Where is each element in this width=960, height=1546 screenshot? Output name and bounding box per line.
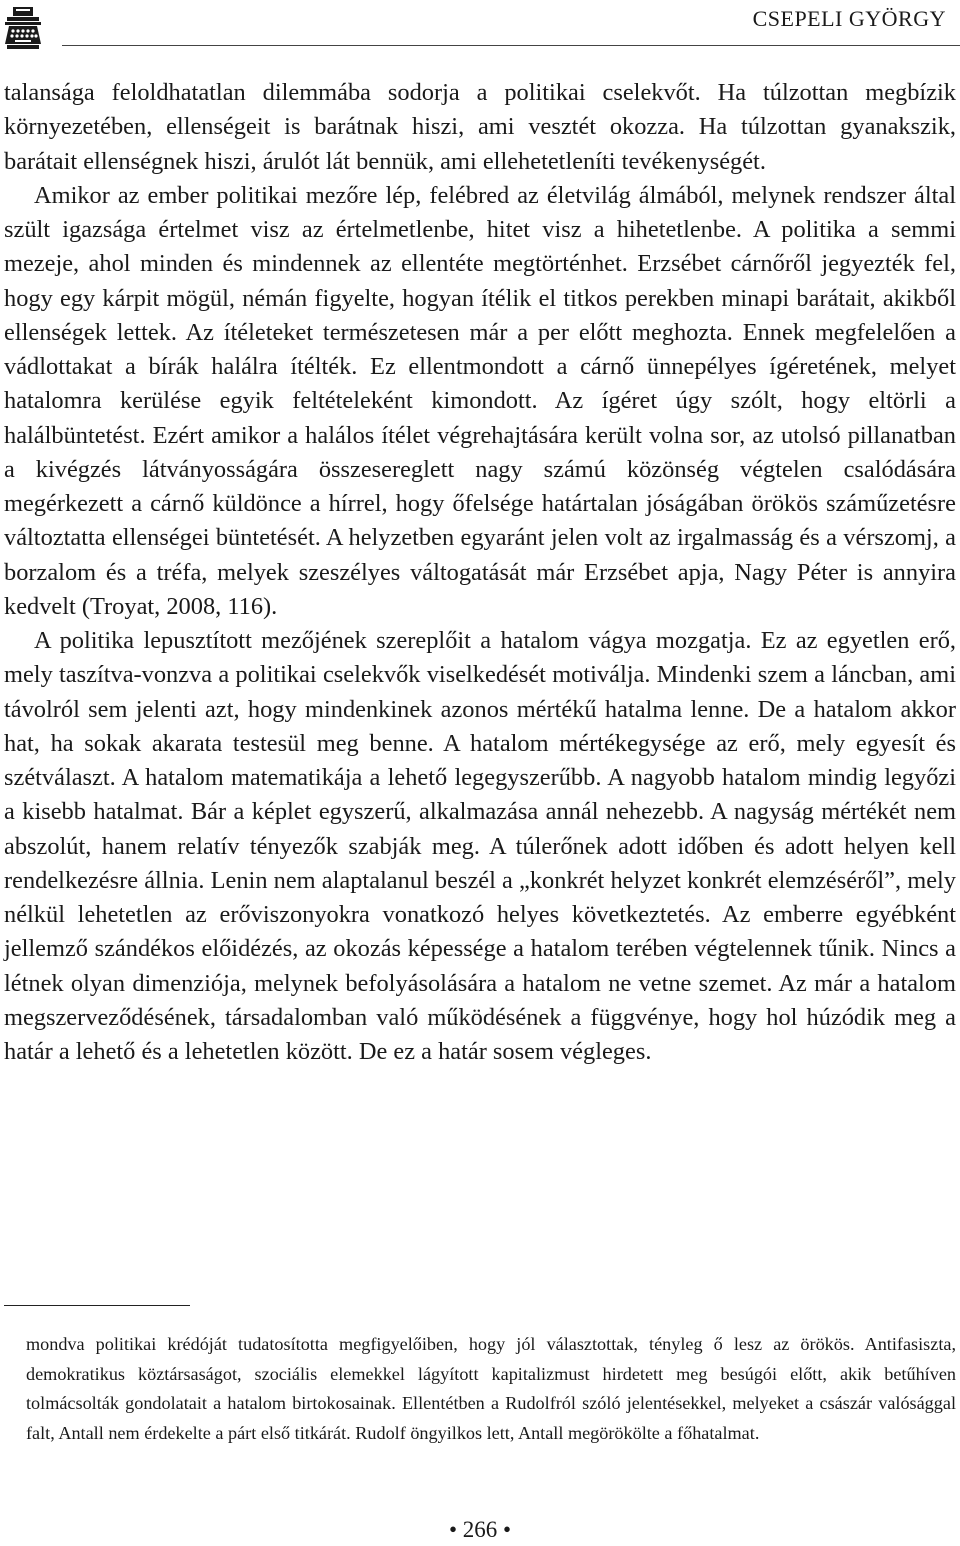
- body-text: [4, 76, 956, 1069]
- running-header: [0, 0, 960, 50]
- page-number: • 266 •: [448, 1517, 512, 1542]
- paragraph: Amikor az ember politikai mezőre lép, felébred az életvilág álmából, melynek rendszer által szült igazsága értelmet visz az értelmetlenbe, hitet visz a hihetetlenbe. A politika a semmi mezeje, ahol minden és mindennek az ellentéte megtörténhet. Erzsébet cárnőről jegyezték fel, hogy egy kárpit mögül, némán figyelte, hogyan ítélik el titkos perekben minapi barátait, akikből ellenségek lettek. Az ítéleteket természetesen már a per előtt meghozta. Ennek megfelelően a vádlottakat a bírák halálra ítélték. Ez ellentmondott a cárnő ünnepélyes ígéretének, melyet hatalomra kerülése egyik feltételeként kimondott. Az ígéret úgy szólt, hogy eltörli a halálbüntetést. Ezért amikor a halálos ítélet végrehajtására került volna sor, az utolsó pillanatban a kivégzés látványosságára összesereglett nagy számú közönség végtelen csalódására megérkezett a cárnő küldönce a hírrel, hogy őfelsége határtalan jóságában örökös száműzetésre változtatta ellenségei büntetését. A helyzetben egyaránt jelen volt az irgalmasság és a vérszomj, a borzalom és a tréfa, melyek szeszélyes váltogatását már Erzsébet apja, Nagy Péter is annyira kedvelt (Troyat, 2008, 116).: [4, 181, 956, 620]
- footnote: mondva politikai krédóját tudatosította megfigyelőiben, hogy jól választottak, tényleg ő lesz az örökös. Antifasiszta, demokratikus köztársaságot, szociális elemekkel lágyított kapitalizmust hirdetett meg besúgói előtt, akik betűhíven tolmácsolták gondolatait a hatalom birtokosainak. Ellentétben a Rudolfról szóló jelentésekkel, melyeket a császár valósággal falt, Antall nem érdekelte a párt első titkárát. Rudolf öngyilkos lett, Antall megörökölte a főhatalmat.: [26, 1334, 956, 1443]
- footnote-rule: [4, 1305, 190, 1306]
- running-header-author: CSEPELI GYÖRGY: [752, 6, 946, 31]
- paragraph: talansága feloldhatatlan dilemmába sodorja a politikai cselekvőt. Ha túlzottan megbízik környezetében, ellenségeit is barátnak hiszi, ami vesztét okozza. Ha túlzottan gyanakszik, barátait ellenségnek hiszi, árulót lát bennük, ami ellehetetleníti tevékenységét.: [4, 79, 956, 175]
- typewriter-icon: [4, 6, 42, 50]
- header-rule: [62, 45, 960, 46]
- paragraph: A politika lepusztított mezőjének szereplőit a hatalom vágya mozgatja. Ez az egyetlen erő, mely taszítva-vonzva a politikai cselekvők viselkedését motiválja. Mindenki szem a láncban, ami távolról sem jelenti azt, hogy mindenkinek azonos mértékű hatalma lenne. De a hatalom akkor hat, ha sokak akarata testesül meg benne. A hatalom mértékegysége az erő, mely egyesít és szétválaszt. A hatalom matematikája a lehető legegyszerűbb. A nagyobb hatalom mindig legyőzi a kisebb hatalmat. Bár a képlet egyszerű, alkalmazása annál nehezebb. A nagyság mértékét nem abszolút, hanem relatív tényezők szabják meg. A túlerőnek adott időben és adott helyen kell rendelkezésre állnia. Lenin nem alaptalanul beszél a „konkrét helyzet konkrét elemzéséről”, mely nélkül lehetetlen az erőviszonyokra vonatkozó helyes következtetés. Az emberre egyébként jellemző szándékos előidézés, az okozás képessége a hatalom terében végtelennek tűnik. Nincs a létnek olyan dimenziója, melynek befolyásolására a hatalom ne vetne szemet. Az már a hatalom megszerveződésének, társadalomban való működésének a függvénye, hogy hol húzódik meg a határ a lehető és a lehetetlen között. De ez a határ sosem végleges.: [4, 627, 956, 1065]
